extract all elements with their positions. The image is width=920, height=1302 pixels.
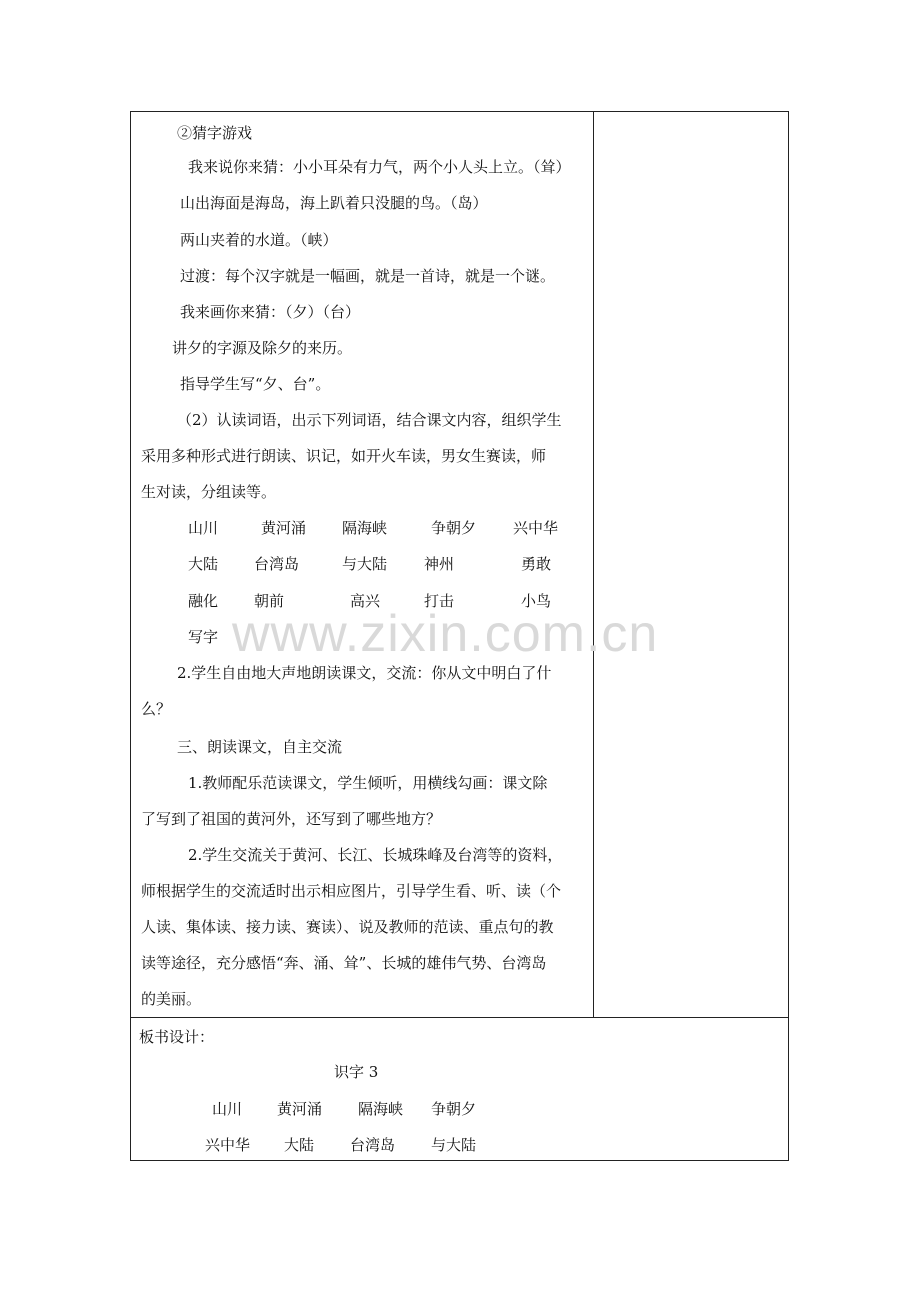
vocab-word: 台湾岛	[254, 555, 300, 573]
text-line: 山出海面是海岛，海上趴着只没腿的鸟。（岛）	[180, 194, 488, 212]
text-line: 了写到了祖国的黄河外，还写到了哪些地方？	[141, 810, 442, 828]
text-line: 过渡：每个汉字就是一幅画，就是一首诗，就是一个谜。	[180, 267, 556, 285]
vocab-word: 山川	[188, 519, 219, 537]
text-line: 人读、集体读、接力读、赛读）、说及教师的范读、重点句的教	[141, 918, 554, 936]
board-word: 争朝夕	[431, 1100, 477, 1118]
vocab-word: 争朝夕	[431, 519, 477, 537]
vocab-word: 写字	[188, 628, 219, 646]
vocab-word: 隔海峡	[342, 519, 388, 537]
vocab-word: 高兴	[350, 592, 381, 610]
text-line: 我来说你来猜：小小耳朵有力气，两个小人头上立。（耸）	[188, 158, 571, 176]
board-word: 隔海峡	[358, 1100, 404, 1118]
text-line: 2.学生自由地大声地朗读课文，交流：你从文中明白了什	[177, 664, 552, 682]
text-line: 指导学生写“夕、台”。	[180, 375, 331, 393]
board-word: 兴中华	[205, 1136, 251, 1154]
board-word: 大陆	[284, 1136, 315, 1154]
watermark: www.zixin.com.cn	[232, 605, 659, 663]
text-line: 采用多种形式进行朗读、识记，如开火车读，男女生赛读，师	[141, 447, 547, 465]
board-word: 台湾岛	[350, 1136, 396, 1154]
vocab-word: 神州	[424, 555, 455, 573]
text-line: 生对读，分组读等。	[141, 483, 277, 501]
board-word: 黄河涌	[277, 1100, 323, 1118]
vocab-word: 与大陆	[342, 555, 388, 573]
board-word: 山川	[212, 1100, 243, 1118]
text-line: 我来画你来猜：（夕）（台）	[180, 303, 361, 321]
row-divider	[131, 1017, 788, 1018]
vocab-word: 打击	[424, 592, 455, 610]
vocab-word: 兴中华	[513, 519, 559, 537]
text-line: 两山夹着的水道。（峡）	[180, 231, 338, 249]
vocab-word: 朝前	[254, 592, 285, 610]
text-line: 的美丽。	[141, 990, 202, 1008]
text-line: 么？	[141, 700, 172, 718]
text-line: ②猜字游戏	[177, 124, 253, 142]
vocab-word: 黄河涌	[261, 519, 307, 537]
section-heading: 三、朗读课文，自主交流	[177, 738, 343, 756]
board-word: 与大陆	[431, 1136, 477, 1154]
vocab-word: 小鸟	[521, 592, 552, 610]
vocab-word: 大陆	[188, 555, 219, 573]
text-line: 1.教师配乐范读课文，学生倾听，用横线勾画：课文除	[188, 774, 548, 792]
board-title: 识字 3	[334, 1063, 379, 1081]
text-line: 读等途径，充分感悟“奔、涌、耸”、长城的雄伟气势、台湾岛	[141, 954, 547, 972]
text-line: （2）认读词语，出示下列词语，结合课文内容，组织学生	[177, 411, 562, 429]
text-line: 讲夕的字源及除夕的来历。	[172, 339, 353, 357]
column-divider	[593, 112, 594, 1017]
board-design-label: 板书设计：	[139, 1028, 215, 1046]
text-line: 2.学生交流关于黄河、长江、长城珠峰及台湾等的资料，	[188, 846, 563, 864]
vocab-word: 融化	[188, 592, 219, 610]
vocab-word: 勇敢	[521, 555, 552, 573]
text-line: 师根据学生的交流适时出示相应图片，引导学生看、听、读（个	[141, 882, 562, 900]
